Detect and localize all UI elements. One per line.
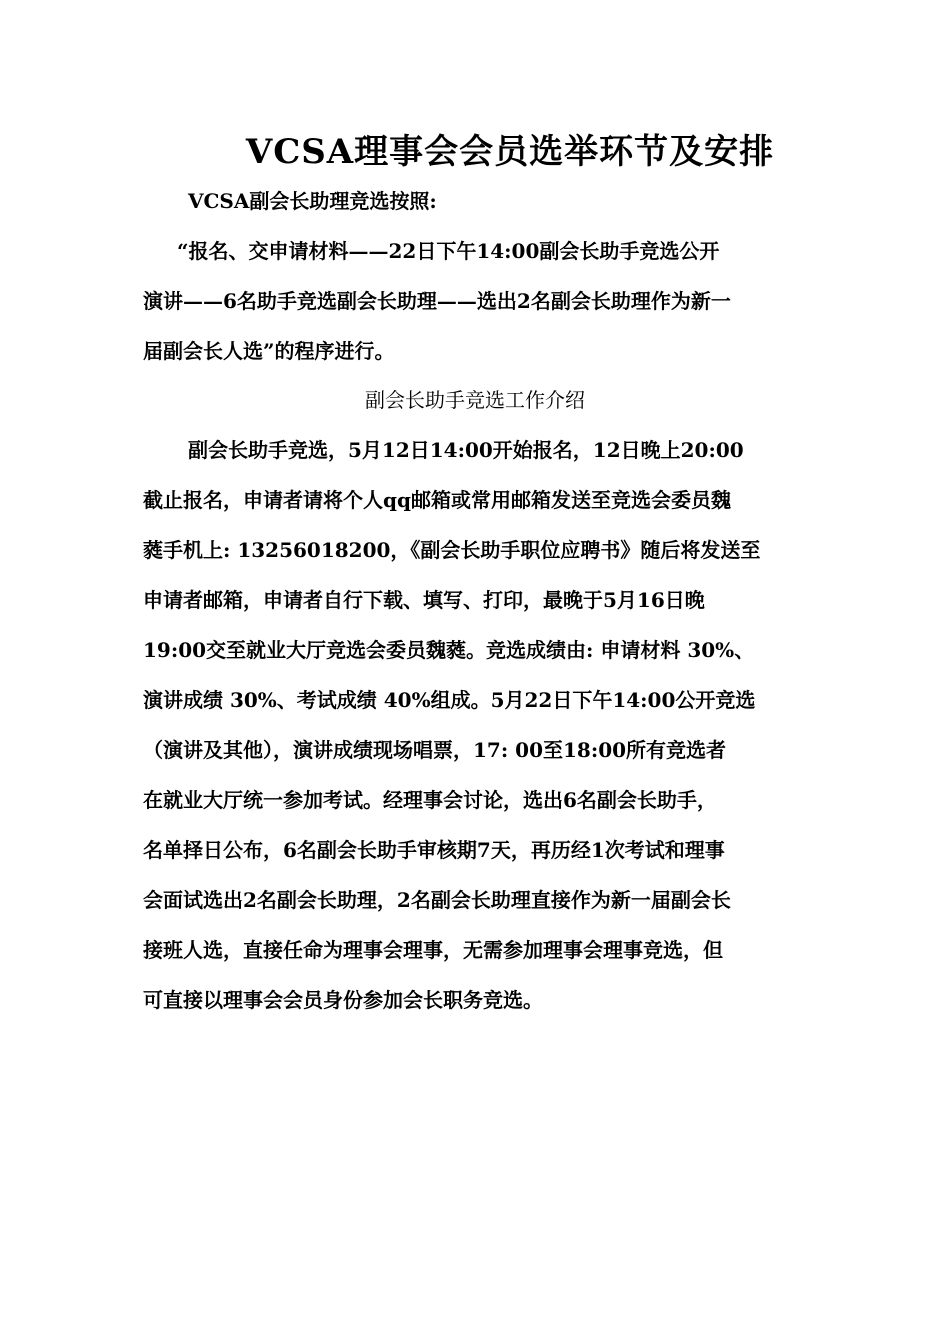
process-quote-paragraph: [143, 226, 813, 376]
body-line: 名单择日公布，6名副会长助手审核期7天，再历经1次考试和理事: [143, 838, 725, 862]
document-title: VCSA理事会会员选举环节及安排: [245, 132, 775, 172]
quote-line: 演讲——6名助手竞选副会长助理——选出2名副会长助理作为新一: [143, 289, 731, 313]
body-line: 蕤手机上: 13256018200，《副会长助手职位应聘书》随后将发送至: [143, 538, 761, 562]
body-line: 可直接以理事会会员身份参加会长职务竞选。: [143, 988, 543, 1012]
body-line: 接班人选，直接任命为理事会理事，无需参加理事会理事竞选，但: [143, 938, 723, 962]
intro-line: VCSA副会长助理竞选按照:: [188, 189, 437, 213]
body-line: 截止报名，申请者请将个人qq邮箱或常用邮箱发送至竞选会委员魏: [143, 488, 731, 512]
election-details-paragraph: [143, 425, 813, 1025]
quote-line: “报名、交申请材料——22日下午14:00副会长助手竞选公开: [177, 239, 720, 263]
body-line: 19:00交至就业大厅竞选会委员魏蕤。竞选成绩由: 申请材料 30%、: [143, 638, 755, 662]
body-line: 副会长助手竞选，5月12日14:00开始报名，12日晚上20:00: [188, 438, 744, 462]
intro-paragraph: [143, 176, 813, 226]
body-line: （演讲及其他），演讲成绩现场唱票，17: 00至18:00所有竞选者: [143, 738, 727, 762]
section-subtitle: 副会长助手竞选工作介绍: [365, 388, 585, 412]
body-line: 演讲成绩 30%、考试成绩 40%组成。5月22日下午14:00公开竞选: [143, 688, 756, 712]
quote-line: 届副会长人选”的程序进行。: [143, 339, 395, 363]
body-line: 在就业大厅统一参加考试。经理事会讨论，选出6名副会长助手，: [143, 788, 717, 812]
body-line: 会面试选出2名副会长助理，2名副会长助理直接作为新一届副会长: [143, 888, 731, 912]
body-line: 申请者邮箱，申请者自行下载、填写、打印，最晚于5月16日晚: [143, 588, 705, 612]
